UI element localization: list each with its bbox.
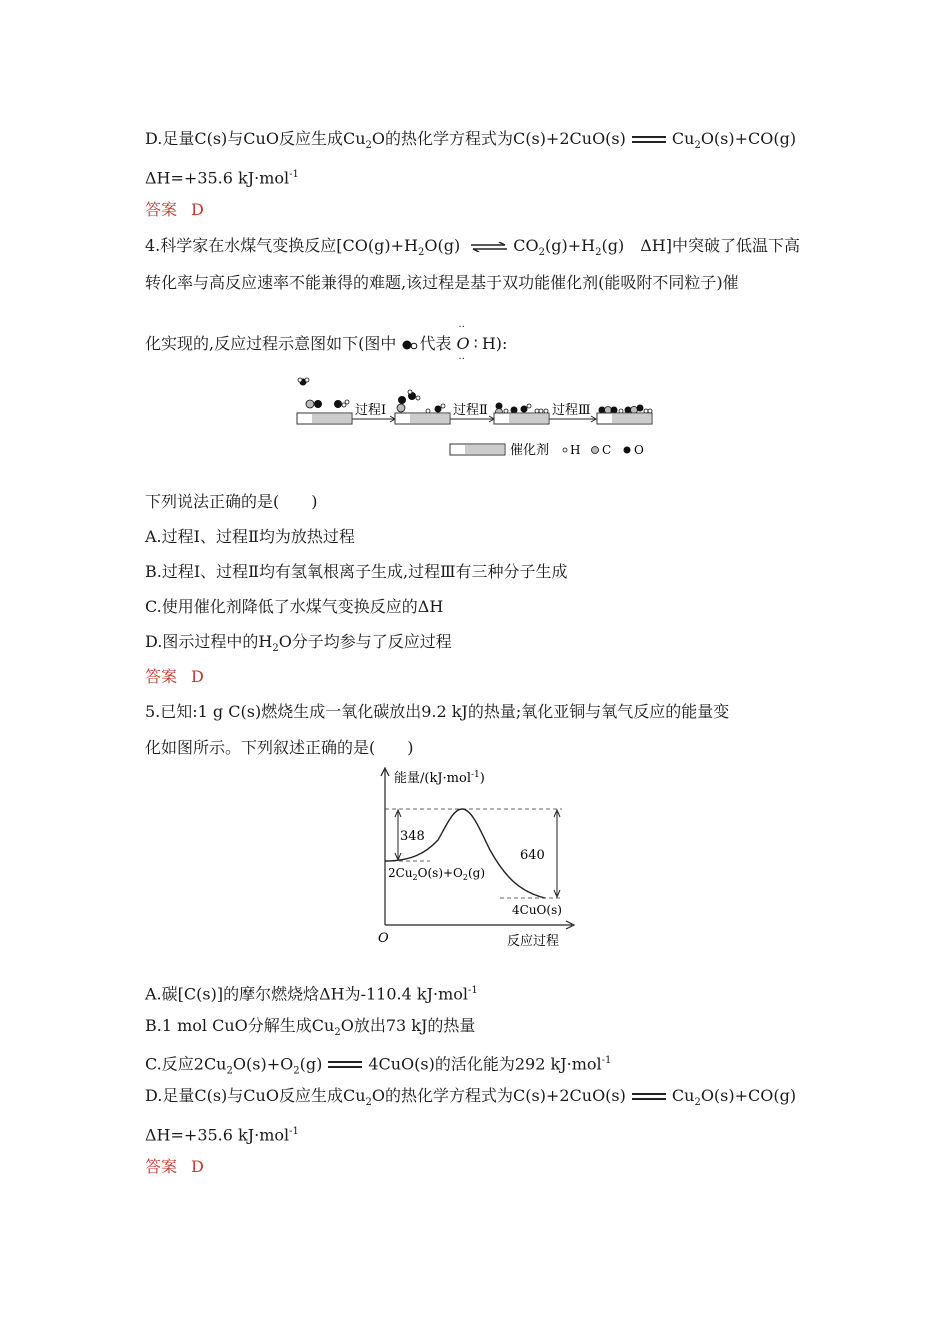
subscript: 2 — [272, 643, 279, 655]
q5-option-d-d: O(s)+CO(g) — [700, 1086, 797, 1105]
stage-2 — [395, 390, 450, 424]
superscript: -1 — [468, 985, 478, 996]
q4-option-d-a: D.图示过程中的H — [145, 632, 273, 651]
subscript: 2 — [226, 1065, 233, 1077]
superscript: -1 — [601, 1055, 612, 1066]
q5-line-1: 5.已知:1 g C(s)燃烧生成一氧化碳放出9.2 kJ的热量;氧化亚铜与氧气反应的能量变 — [145, 702, 730, 721]
subscript: 2 — [694, 1097, 701, 1109]
superscript: -1 — [289, 169, 299, 180]
q5-option-d-a: D.足量C(s)与CuO反应生成Cu — [145, 1086, 366, 1105]
q4-text-f: 化实现的,反应过程示意图如下(图中 — [145, 334, 397, 353]
superscript: -1 — [289, 1126, 299, 1137]
legend-h-icon — [563, 448, 567, 452]
origin-label: O — [378, 931, 389, 946]
q5-option-b-a: B.1 mol CuO分解生成Cu — [145, 1016, 335, 1035]
q5-option-a — [145, 981, 478, 1004]
arrow-process-3 — [549, 402, 596, 422]
q4-line-1 — [145, 236, 800, 263]
subscript: 2 — [595, 247, 602, 259]
equals-sign — [632, 136, 666, 143]
q5-line-2: 化如图所示。下列叙述正确的是( ) — [145, 738, 414, 757]
q5-option-d-delta-h — [145, 1122, 299, 1145]
process-2-label: 过程Ⅱ — [453, 403, 488, 418]
q4-stem: 下列说法正确的是( ) — [145, 492, 318, 511]
equals-sign — [632, 1093, 666, 1100]
arrow-process-2 — [450, 402, 494, 422]
y-axis-label: 能量/(kJ·mol$^{-1}$) — [394, 770, 485, 786]
q4-text-e: (g) ΔH]中突破了低温下高 — [601, 236, 800, 255]
q5-option-d-c: Cu — [671, 1086, 695, 1105]
q5-option-c-a: C.反应2Cu — [145, 1054, 227, 1074]
option-d-text-c: Cu — [671, 129, 695, 148]
option-d-delta-h — [145, 165, 299, 188]
q4-text-c: CO — [513, 236, 539, 255]
q4-text-g: 代表 — [419, 334, 452, 353]
arrow-process-1 — [352, 402, 395, 422]
q4-text-d: (g)+H — [545, 236, 596, 255]
q5-option-d-b: O的热化学方程式为C(s)+2CuO(s) — [371, 1086, 626, 1105]
legend-c-icon — [592, 447, 599, 454]
legend-catalyst: 催化剂 — [510, 443, 550, 458]
legend-o: O — [634, 443, 644, 457]
reactant-label: $2Cu_2O(s)+O_2(g)$ — [388, 866, 486, 882]
q5-option-a-text: A.碳[C(s)]的摩尔燃烧焓ΔH为-110.4 kJ·mol — [145, 984, 468, 1004]
q4-option-d-b: O分子均参与了反应过程 — [278, 632, 452, 651]
oxygen-symbol: O — [456, 334, 470, 353]
option-d-line — [145, 129, 796, 156]
q4-text-h: H): — [481, 334, 508, 353]
q4-option-c: C.使用催化剂降低了水煤气变换反应的ΔH — [145, 597, 444, 616]
x-axis-label: 反应过程 — [507, 934, 560, 949]
q4-text-a: 4.科学家在水煤气变换反应[CO(g)+H — [145, 236, 418, 255]
q4-text-b: O(g) — [424, 236, 461, 255]
subscript: 2 — [417, 247, 425, 259]
legend-c: C — [602, 443, 612, 457]
answer-label: 答案 — [145, 667, 178, 686]
answer-label: 答案 — [145, 1157, 178, 1176]
q4-option-d — [145, 632, 452, 659]
legend-h: H — [570, 443, 581, 457]
answer-letter: D — [191, 1157, 204, 1176]
q5-option-b-b: O放出73 kJ的热量 — [340, 1016, 476, 1035]
subscript: 2 — [334, 1027, 341, 1039]
value-640: 640 — [520, 848, 545, 863]
subscript: 2 — [293, 1065, 300, 1077]
product-label: 4CuO(s) — [512, 903, 562, 917]
subscript: 2 — [538, 247, 546, 259]
legend-o-icon — [624, 447, 631, 454]
stage-4 — [597, 405, 652, 425]
subscript: 2 — [694, 140, 701, 152]
q4-line-3: 化实现的,反应过程示意图如下(图中 代表 ·· O ·· ∶ H): — [145, 322, 508, 365]
answer-letter: D — [191, 200, 204, 219]
delta-h-text: ΔH=+35.6 kJ·mol — [145, 1125, 290, 1145]
option-d-text-a: D.足量C(s)与CuO反应生成Cu — [145, 129, 366, 148]
oh-symbol-icon — [401, 339, 419, 351]
q5-option-c-c: (g) — [299, 1054, 323, 1074]
answer-label: 答案 — [145, 200, 178, 219]
stage-1 — [297, 378, 352, 424]
answer-line-3 — [145, 1157, 204, 1177]
q4-option-a: A.过程Ⅰ、过程Ⅱ均为放热过程 — [145, 527, 355, 546]
value-348: 348 — [400, 829, 425, 844]
lewis-oxygen: ·· O ·· — [456, 322, 470, 365]
q4-option-b: B.过程Ⅰ、过程Ⅱ均有氢氧根离子生成,过程Ⅲ有三种分子生成 — [145, 562, 568, 581]
reaction-process-diagram — [290, 372, 660, 464]
energy-diagram — [370, 762, 580, 954]
option-d-text-b: O的热化学方程式为C(s)+2CuO(s) — [371, 129, 626, 148]
equals-sign — [328, 1061, 362, 1068]
stage-3 — [494, 403, 549, 425]
subscript: 2 — [365, 140, 372, 152]
q4-line-2: 转化率与高反应速率不能兼得的难题,该过程是基于双功能催化剂(能吸附不同粒子)催 — [145, 273, 739, 292]
q5-option-c — [145, 1051, 611, 1082]
answer-line-1 — [145, 200, 204, 220]
subscript: 2 — [365, 1097, 372, 1109]
diagram-legend — [450, 442, 644, 458]
process-3-label: 过程Ⅲ — [552, 403, 591, 418]
q5-option-b — [145, 1016, 475, 1043]
q5-option-c-b: O(s)+O — [232, 1054, 294, 1074]
process-1-label: 过程Ⅰ — [355, 403, 387, 418]
delta-h-text: ΔH=+35.6 kJ·mol — [145, 168, 290, 188]
answer-line-2 — [145, 667, 204, 687]
reversible-arrow-icon — [471, 242, 507, 252]
q5-option-c-d: 4CuO(s)的活化能为292 kJ·mol — [368, 1054, 602, 1074]
q5-option-d — [145, 1086, 796, 1113]
answer-letter: D — [191, 667, 204, 686]
option-d-text-d: O(s)+CO(g) — [700, 129, 797, 148]
